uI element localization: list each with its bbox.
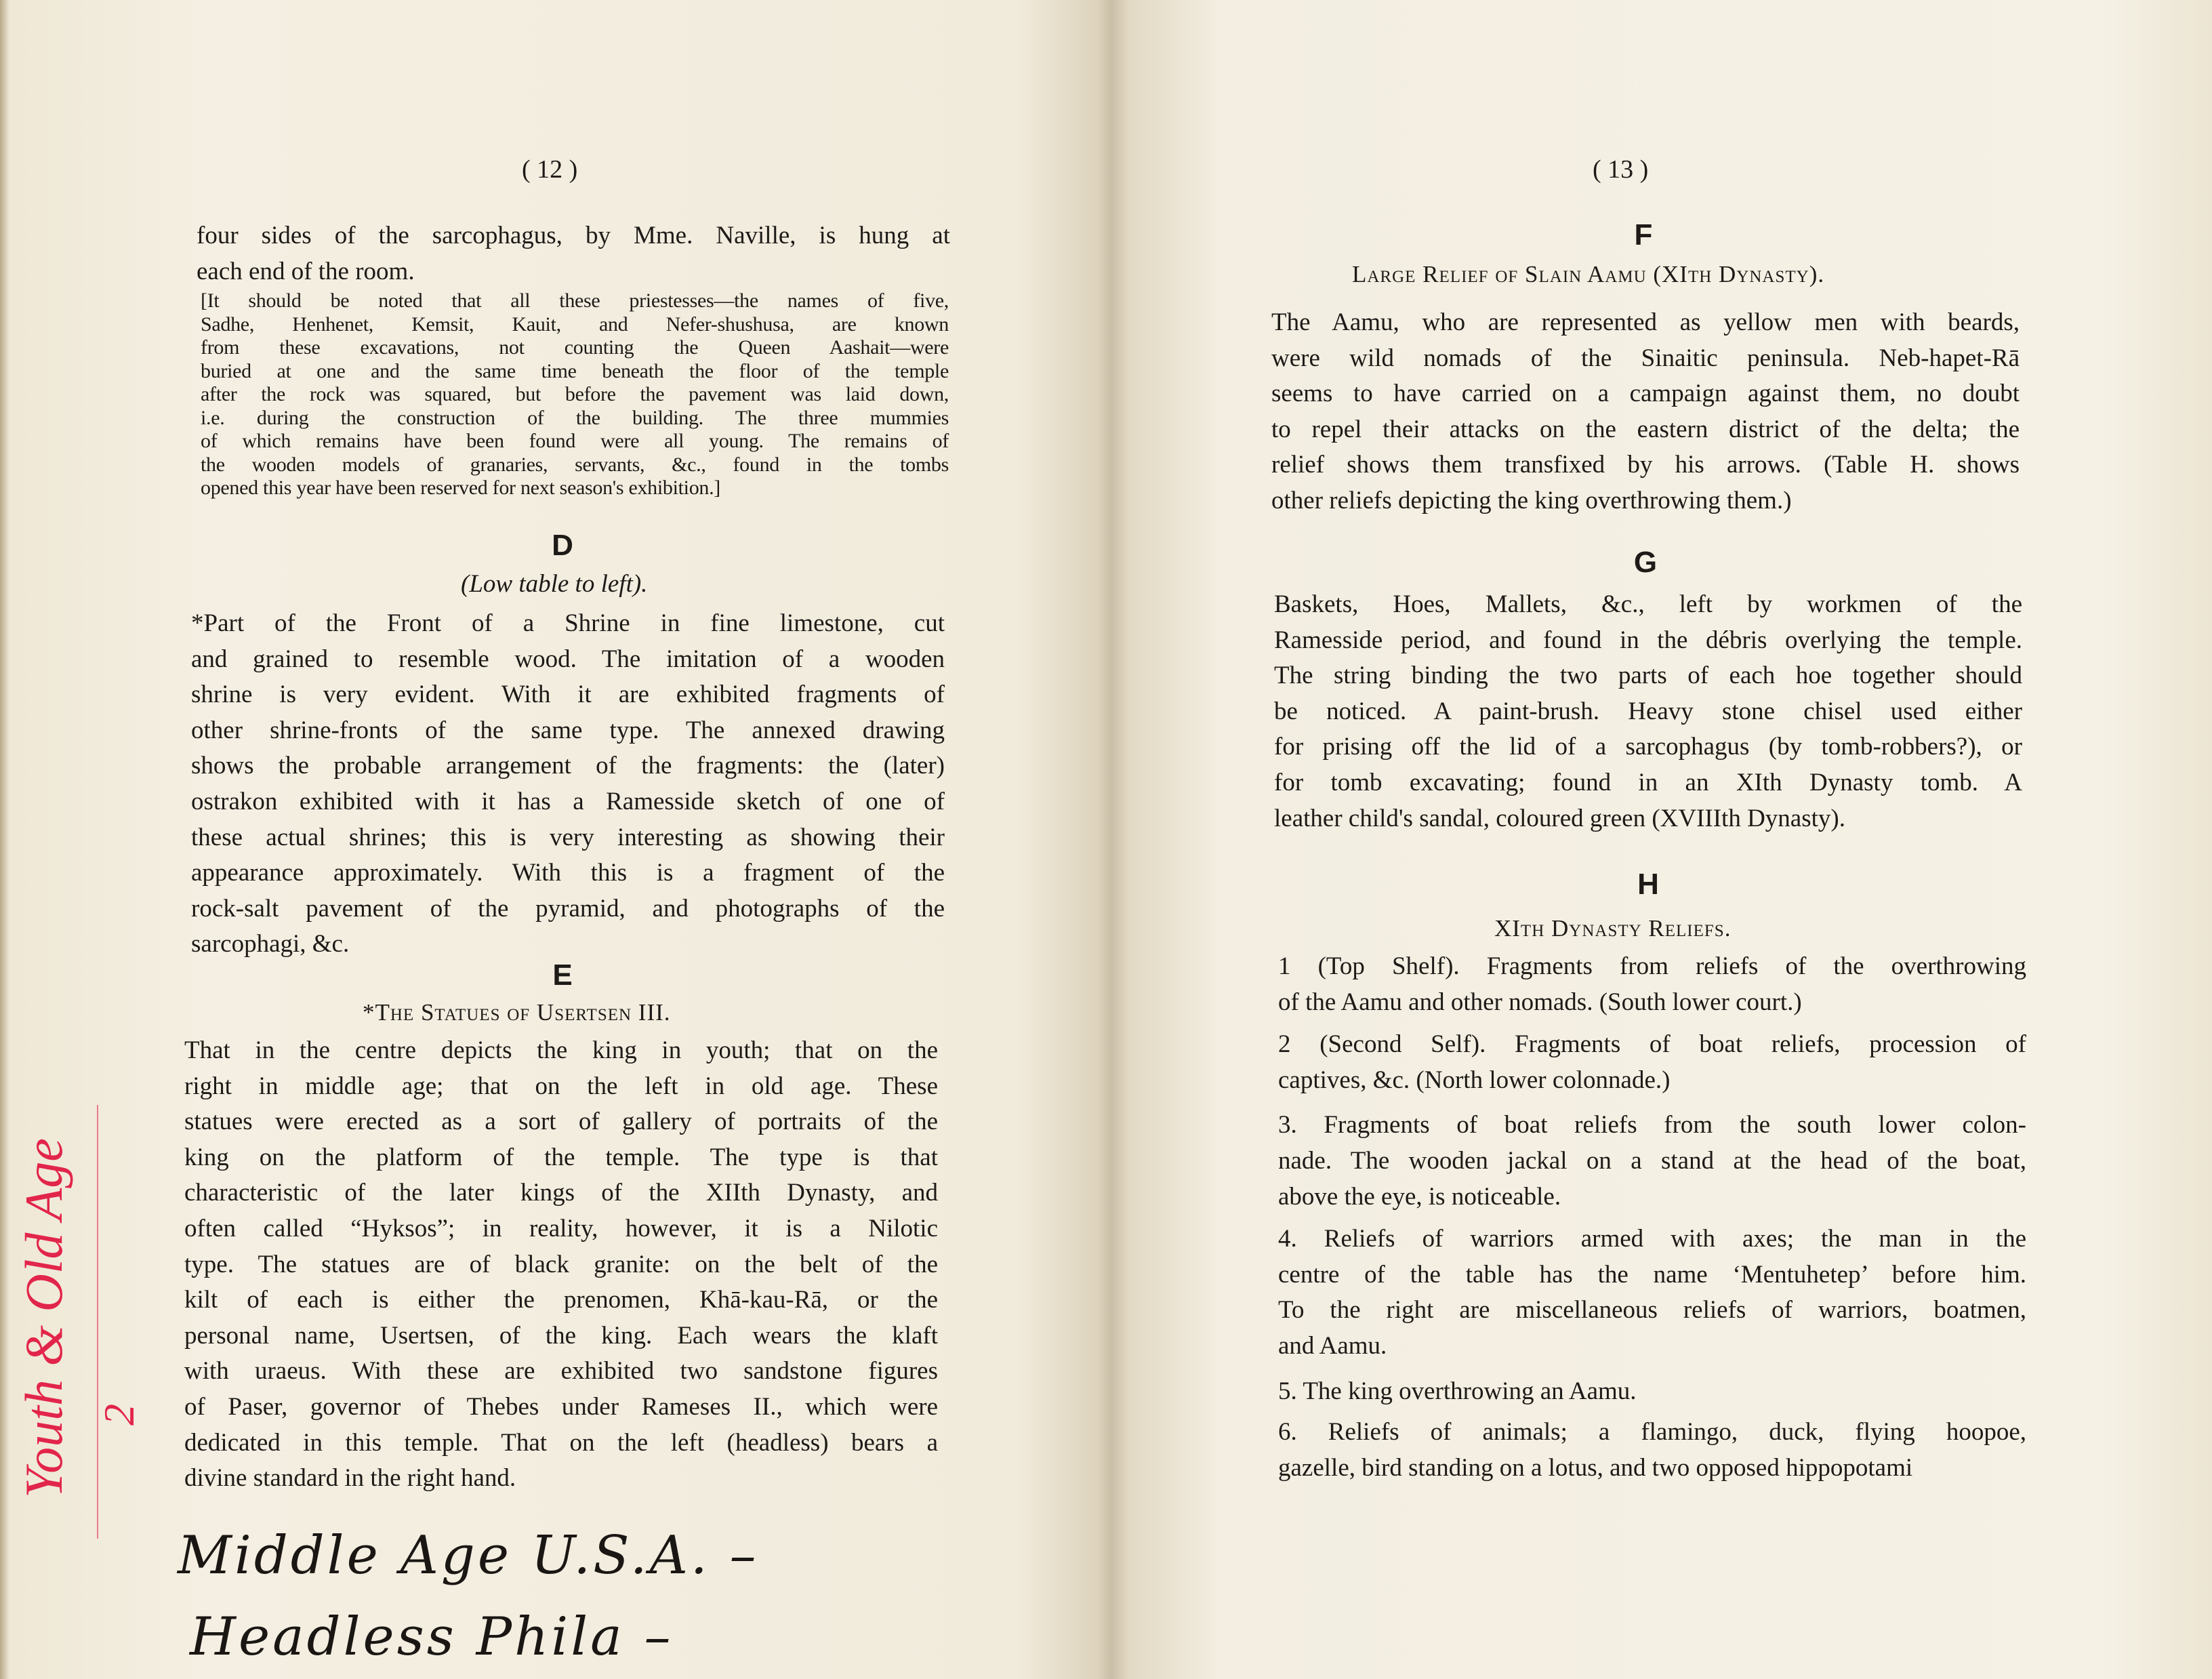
- text-line: 2 (Second Self). Fragments of boat reliefs, procession of: [1278, 1030, 2026, 1059]
- list-item: [1278, 1027, 2026, 1098]
- section-e-title: *The Statues of Usertsen III.: [363, 999, 671, 1026]
- text-line: and grained to resemble wood. The imitation of a wooden: [191, 645, 945, 673]
- text-line: shrine is very evident. With it are exhibited fragments of: [191, 681, 945, 709]
- intro-paragraph: [197, 218, 950, 289]
- text-line: Baskets, Hoes, Mallets, &c., left by workmen of the: [1274, 590, 2022, 618]
- text-line: to repel their attacks on the eastern district of the delta; the: [1271, 415, 2020, 443]
- text-line: statues were erected as a sort of gallery of portraits of the: [184, 1108, 938, 1136]
- section-f-paragraph: [1271, 305, 2020, 519]
- text-line: kilt of each is either the prenomen, Khā-kau-Rā, or the: [184, 1286, 938, 1314]
- text-line: four sides of the sarcophagus, by Mme. Naville, is hung at: [197, 222, 950, 249]
- text-line: 4. Reliefs of warriors armed with axes; the man in the: [1278, 1225, 2026, 1253]
- text-line: often called “Hyksos”; in reality, however, it is a Nilotic: [184, 1214, 938, 1242]
- text-line: these actual shrines; this is very interesting as showing their: [191, 823, 945, 851]
- list-item: [1278, 949, 2026, 1020]
- text-line: with uraeus. With these are exhibited two sandstone figures: [184, 1357, 938, 1385]
- text-line: each end of the room.: [197, 257, 415, 285]
- text-line: opened this year have been reserved for next season's exhibition.]: [201, 477, 720, 499]
- text-line: leather child's sandal, coloured green (XVIIIth Dynasty).: [1274, 804, 1845, 832]
- section-letter-g: G: [1633, 546, 1658, 579]
- text-line: 5. The king overthrowing an Aamu.: [1278, 1377, 1637, 1405]
- text-line: shows the probable arrangement of the fragments: the (later): [191, 752, 945, 780]
- text-line: for prising off the lid of a sarcophagus (by tomb-robbers?), or: [1274, 733, 2022, 761]
- text-line: centre of the table has the name ‘Mentuhetep’ before him.: [1278, 1260, 2026, 1289]
- text-line: above the eye, is noticeable.: [1278, 1182, 1561, 1211]
- text-line: other shrine-fronts of the same type. The annexed drawing: [191, 716, 945, 744]
- text-line: divine standard in the right hand.: [184, 1464, 516, 1493]
- section-h-items: [1278, 949, 2026, 1486]
- list-item: [1278, 1374, 2026, 1410]
- red-margin-mark: 2: [95, 1404, 143, 1425]
- text-line: of Paser, governor of Thebes under Rameses II., which were: [184, 1392, 938, 1421]
- section-d-paragraph: [191, 606, 945, 963]
- text-line: 6. Reliefs of animals; a flamingo, duck, flying hoopoe,: [1278, 1418, 2026, 1447]
- text-line: sarcophagi, &c.: [191, 930, 350, 958]
- text-line: Ramesside period, and found in the débris overlying the temple.: [1274, 626, 2022, 654]
- text-line: *Part of the Front of a Shrine in fine limestone, cut: [191, 609, 945, 637]
- handwritten-note-line2: Headless Phila –: [190, 1606, 674, 1667]
- bracket-note: [201, 289, 949, 500]
- red-margin-note: Youth & Old Age: [14, 1138, 73, 1498]
- text-line: relief shows them transfixed by his arrows. (Table H. shows: [1271, 451, 2020, 479]
- list-item: [1278, 1108, 2026, 1215]
- text-line: were wild nomads of the Sinaitic peninsula. Neb-hapet-Rā: [1271, 344, 2020, 372]
- section-f-title: Large Relief of Slain Aamu (XIth Dynasty).: [1352, 261, 1825, 287]
- list-item: [1278, 1415, 2026, 1486]
- text-line: dedicated in this temple. That on the left (headless) bears a: [184, 1428, 938, 1457]
- text-line: of which remains have been found were all young. The remains of: [201, 430, 949, 452]
- text-line: king on the platform of the temple. The type is that: [184, 1143, 938, 1171]
- section-letter-e: E: [552, 958, 573, 992]
- section-e-paragraph: [184, 1033, 938, 1497]
- text-line: i.e. during the construction of the building. The three mummies: [201, 406, 949, 429]
- text-line: The Aamu, who are represented as yellow men with beards,: [1271, 308, 2020, 336]
- text-line: ostrakon exhibited with it has a Ramesside sketch of one of: [191, 787, 945, 815]
- text-line: and Aamu.: [1278, 1331, 1387, 1360]
- text-line: [It should be noted that all these priestesses—the names of five,: [201, 289, 949, 312]
- text-line: rock-salt pavement of the pyramid, and photographs of the: [191, 894, 945, 923]
- text-line: for tomb excavating; found in an XIth Dynasty tomb. A: [1274, 768, 2022, 796]
- text-line: the wooden models of granaries, servants, &c., found in the tombs: [201, 453, 949, 476]
- section-letter-f: F: [1634, 218, 1653, 251]
- red-margin-rule: [97, 1105, 98, 1539]
- text-line: personal name, Usertsen, of the king. Each wears the klaft: [184, 1321, 938, 1350]
- page-number-left: ( 12 ): [522, 155, 578, 184]
- text-line: buried at one and the same time beneath the floor of the temple: [201, 359, 949, 382]
- text-line: seems to have carried on a campaign against them, no doubt: [1271, 380, 2020, 408]
- text-line: gazelle, bird standing on a lotus, and two opposed hippopotami: [1278, 1453, 1913, 1482]
- handwritten-note-line1: Middle Age U.S.A. –: [178, 1525, 759, 1586]
- section-h-title: XIth Dynasty Reliefs.: [1494, 915, 1732, 942]
- text-line: 1 (Top Shelf). Fragments from reliefs of the overthrowing: [1278, 952, 2026, 980]
- page-number-right: ( 13 ): [1593, 155, 1649, 184]
- text-line: The string binding the two parts of each hoe together should: [1274, 662, 2022, 690]
- text-line: Sadhe, Henhenet, Kemsit, Kauit, and Nefer-shushusa, are known: [201, 312, 949, 336]
- section-d-subtitle: (Low table to left).: [461, 570, 648, 598]
- text-line: appearance approximately. With this is a fragment of the: [191, 859, 945, 887]
- text-line: type. The statues are of black granite: on the belt of the: [184, 1250, 938, 1278]
- text-line: To the right are miscellaneous reliefs of warriors, boatmen,: [1278, 1296, 2026, 1324]
- text-line: right in middle age; that on the left in old age. These: [184, 1072, 938, 1100]
- text-line: from these excavations, not counting the Queen Aashait—were: [201, 336, 949, 359]
- text-line: be noticed. A paint-brush. Heavy stone chisel used either: [1274, 697, 2022, 725]
- text-line: 3. Fragments of boat reliefs from the south lower colon-: [1278, 1111, 2026, 1139]
- text-line: after the rock was squared, but before the pavement was laid down,: [201, 383, 949, 405]
- text-line: captives, &c. (North lower colonnade.): [1278, 1066, 1671, 1094]
- section-letter-d: D: [552, 529, 573, 562]
- text-line: other reliefs depicting the king overthrowing them.): [1271, 486, 1792, 514]
- section-g-paragraph: [1274, 587, 2022, 836]
- text-line: nade. The wooden jackal on a stand at the head of the boat,: [1278, 1146, 2026, 1175]
- text-line: characteristic of the later kings of the XIIth Dynasty, and: [184, 1179, 938, 1207]
- text-line: That in the centre depicts the king in youth; that on the: [184, 1036, 938, 1064]
- list-item: [1278, 1221, 2026, 1364]
- text-line: of the Aamu and other nomads. (South lower court.): [1278, 988, 1802, 1016]
- section-letter-h: H: [1637, 868, 1659, 901]
